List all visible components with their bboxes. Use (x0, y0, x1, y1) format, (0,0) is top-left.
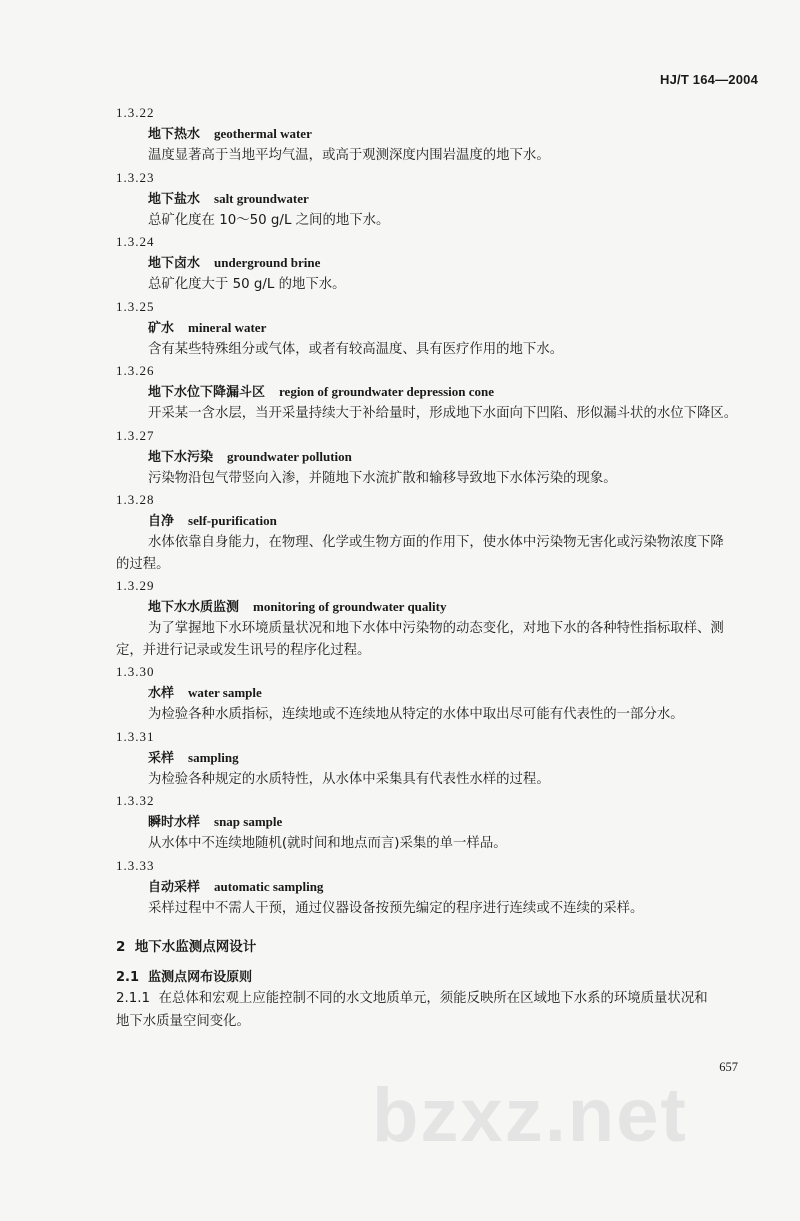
term-english: groundwater pollution (227, 448, 352, 464)
term-heading (0, 876, 800, 898)
term-english: mineral water (188, 319, 267, 335)
term-heading (0, 381, 800, 403)
term-number: 1.3.28 (116, 492, 155, 507)
term-definition: 含有某些特殊组分或气体，或者有较高温度、具有医疗作用的地下水。 (148, 341, 564, 357)
clause-text-line1: 在总体和宏观上应能控制不同的水文地质单元，须能反映所在区域地下水系的环境质量状况和 (158, 991, 708, 1006)
term-english: region of groundwater depression cone (279, 384, 495, 399)
term-english: salt groundwater (214, 190, 309, 206)
term-number: 1.3.22 (116, 105, 155, 120)
term-english: snap sample (214, 814, 283, 829)
section-number: 2 (116, 939, 126, 955)
clause-number: 2.1.1 (116, 991, 151, 1006)
term-chinese: 地下水污染 (148, 449, 214, 465)
term-chinese: 矿水 (148, 320, 175, 336)
term-english: monitoring of groundwater quality (253, 599, 447, 614)
term-english: geothermal water (214, 126, 312, 141)
term-number: 1.3.23 (116, 169, 155, 185)
term-heading (0, 596, 800, 618)
term-definition: 从水体中不连续地随机(就时间和地点而言)采集的单一样品。 (148, 836, 507, 851)
term-chinese: 瞬时水样 (148, 815, 201, 830)
term-chinese: 采样 (148, 750, 175, 766)
term-chinese: 地下热水 (148, 127, 201, 142)
term-entry (0, 489, 800, 575)
term-entry (0, 575, 800, 661)
term-number: 1.3.29 (116, 578, 155, 593)
term-definition: 温度显著高于当地平均气温，或高于观测深度内围岩温度的地下水。 (148, 148, 550, 163)
term-number: 1.3.33 (116, 857, 155, 873)
term-heading (0, 123, 800, 145)
subsection-number: 2.1 (116, 970, 140, 985)
term-number: 1.3.32 (116, 793, 155, 808)
term-heading (0, 811, 800, 833)
term-entry (0, 167, 800, 232)
term-chinese: 自净 (148, 514, 175, 529)
term-entry (0, 661, 800, 726)
term-definition: 污染物沿包气带竖向入渗，并随地下水流扩散和输移导致地下水体污染的现象。 (148, 470, 617, 486)
term-english: automatic sampling (214, 878, 324, 894)
term-number: 1.3.27 (116, 427, 155, 443)
term-heading (0, 317, 800, 339)
term-definition: 为检验各种规定的水质特性，从水体中采集具有代表性水样的过程。 (148, 771, 550, 787)
term-definition: 水体依靠自身能力，在物理、化学或生物方面的作用下，使水体中污染物无害化或污染物浓度下降 (148, 535, 724, 550)
term-entry (0, 296, 800, 361)
term-entry (0, 425, 800, 490)
term-entry (0, 726, 800, 791)
term-heading (0, 446, 800, 468)
term-heading (0, 682, 800, 704)
term-chinese: 地下盐水 (148, 191, 201, 207)
term-number: 1.3.25 (116, 298, 155, 314)
section-title: 地下水监测点网设计 (134, 939, 257, 955)
standard-code: HJ/T 164—2004 (660, 72, 758, 87)
section-heading (116, 935, 256, 955)
term-english: underground brine (214, 255, 321, 270)
term-chinese: 地下水水质监测 (148, 600, 240, 615)
term-number: 1.3.30 (116, 664, 155, 679)
term-english: sampling (188, 749, 239, 765)
term-definition: 开采某一含水层，当开采量持续大于补给量时，形成地下水面向下凹陷、形似漏斗状的水位下降区。 (148, 406, 738, 421)
term-definition: 为了掌握地下水环境质量状况和地下水体中污染物的动态变化，对地下水的各种特性指标取样、测 (148, 621, 724, 636)
term-entry (0, 231, 800, 296)
term-definition: 总矿化度在 10～50 g/L 之间的地下水。 (148, 212, 390, 228)
term-english: water sample (188, 685, 262, 700)
term-entry (0, 102, 800, 167)
term-entry (0, 790, 800, 855)
term-chinese: 自动采样 (148, 879, 201, 895)
term-chinese: 水样 (148, 686, 175, 701)
term-entry (0, 360, 800, 425)
term-chinese: 地下水位下降漏斗区 (148, 385, 266, 400)
term-heading (0, 188, 800, 210)
term-definition: 定，并进行记录或发生讯号的程序化过程。 (116, 642, 371, 658)
term-number: 1.3.31 (116, 728, 155, 744)
term-definition: 的过程。 (116, 556, 170, 572)
subsection-heading (116, 966, 252, 985)
watermark: bzxz.net (372, 1073, 688, 1158)
term-number: 1.3.26 (116, 363, 155, 378)
term-heading (0, 747, 800, 769)
term-entry (0, 855, 800, 920)
clause-paragraph (116, 987, 766, 1033)
term-chinese: 地下卤水 (148, 256, 201, 271)
term-definition: 总矿化度大于 50 g/L 的地下水。 (148, 277, 346, 292)
term-heading (0, 252, 800, 274)
clause-text-line2: 地下水质量空间变化。 (116, 1014, 250, 1029)
term-definition: 采样过程中不需人干预，通过仪器设备按预先编定的程序进行连续或不连续的采样。 (148, 900, 644, 916)
page-number: 657 (719, 1060, 738, 1074)
term-list (0, 102, 800, 919)
term-english: self-purification (188, 513, 277, 528)
term-definition: 为检验各种水质指标，连续地或不连续地从特定的水体中取出尽可能有代表性的一部分水。 (148, 707, 684, 722)
term-heading (0, 510, 800, 532)
subsection-title: 监测点网布设原则 (148, 970, 253, 985)
term-number: 1.3.24 (116, 234, 155, 249)
